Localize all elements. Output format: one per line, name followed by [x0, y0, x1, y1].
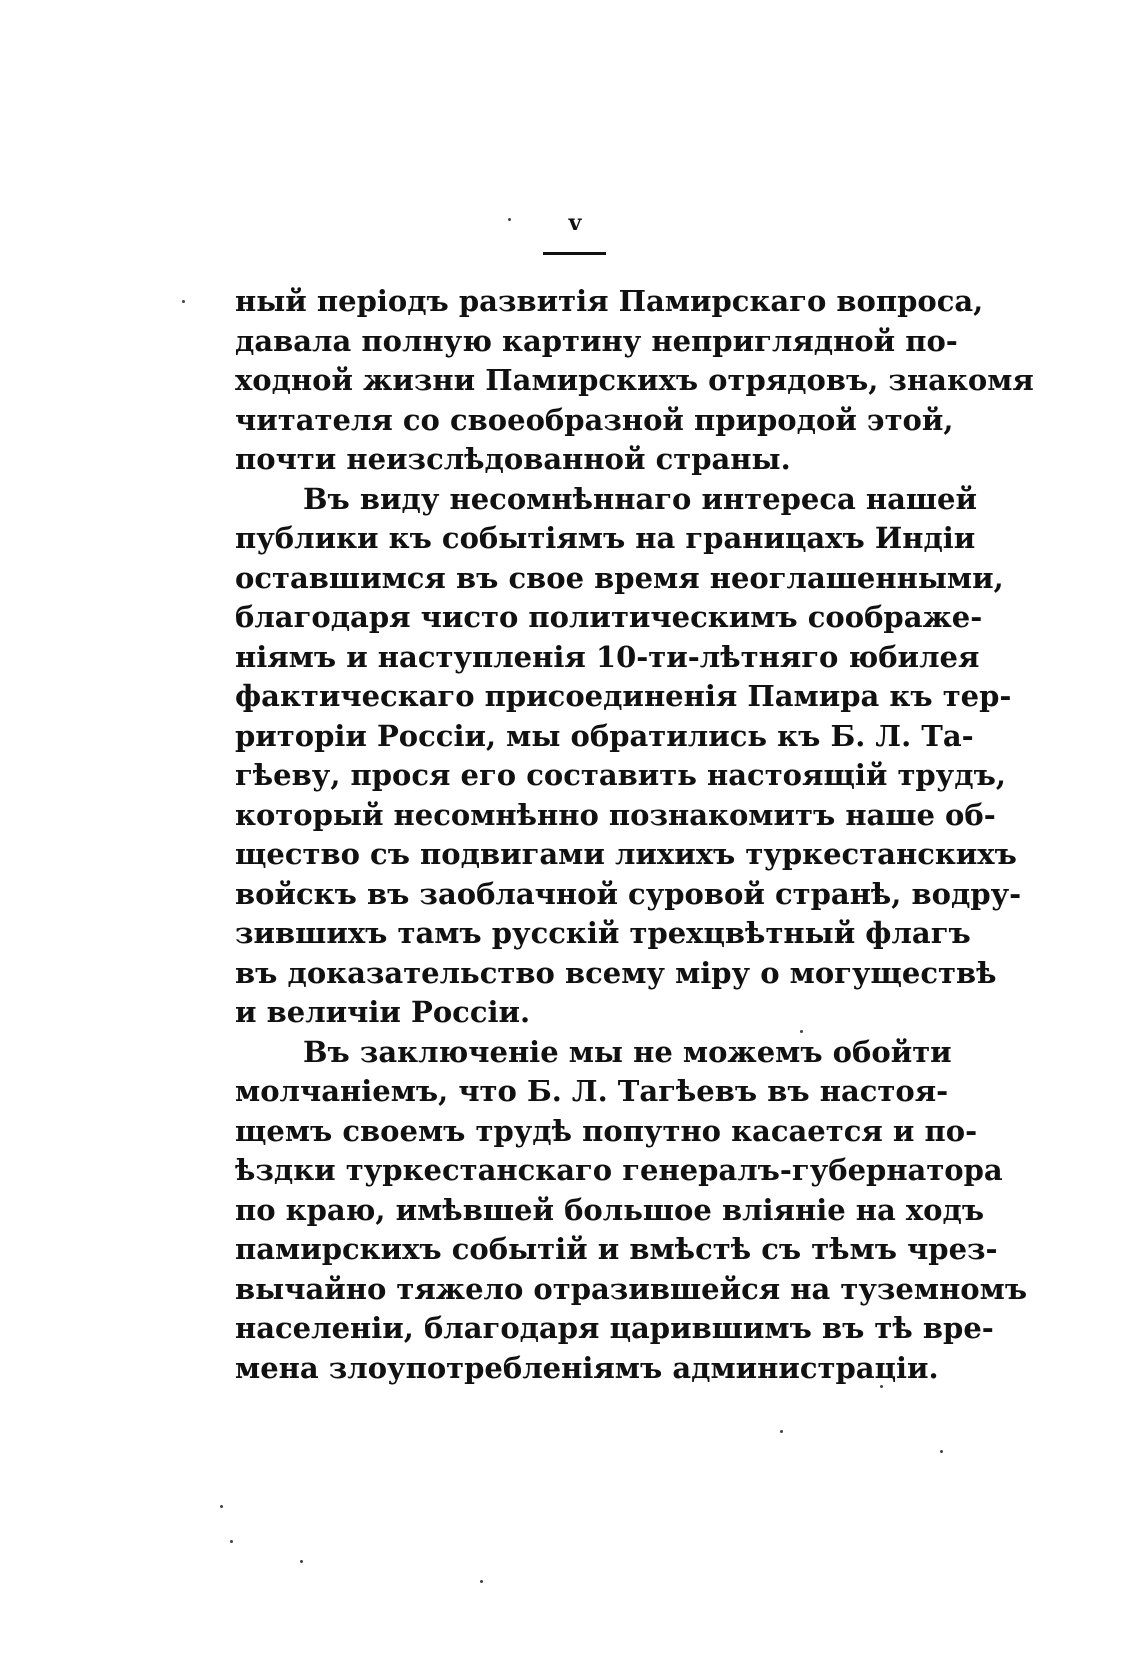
text-line: войскъ въ заоблачной суровой странѣ, водру-	[235, 876, 1022, 911]
paragraph-1	[235, 282, 1034, 480]
text-line: въ доказательство всему міру о могуществѣ	[235, 955, 997, 990]
scan-speck	[182, 300, 185, 303]
text-line: ѣздки туркестанскаго генералъ-губернатора	[235, 1153, 1003, 1187]
text-line: мена злоупотребленіямъ администраціи.	[235, 1350, 939, 1385]
page-number-rule	[543, 252, 606, 255]
text-line: населеніи, благодаря царившимъ въ тѣ вре-	[235, 1311, 994, 1345]
body-text	[235, 282, 1034, 1388]
scan-speck	[780, 1430, 783, 1433]
text-line: по краю, имѣвшей большое вліяніе на ходъ	[235, 1192, 985, 1227]
text-line: который несомнѣнно познакомитъ наше об-	[235, 797, 996, 832]
paragraph-2	[235, 480, 1022, 1033]
text-line: почти неизслѣдованной страны.	[235, 442, 791, 476]
text-line: зившихъ тамъ русскій трехцвѣтный флагъ	[235, 916, 971, 950]
scan-speck	[220, 1505, 223, 1508]
text-line: фактическаго присоединенія Памира къ тер-	[235, 679, 1012, 713]
text-line: ный періодъ развитія Памирскаго вопроса,	[235, 284, 984, 318]
text-line: публики къ событіямъ на границахъ Индіи	[235, 521, 976, 555]
text-line: ходной жизни Памирскихъ отрядовъ, знакомя	[235, 363, 1034, 397]
text-line: памирскихъ событій и вмѣстѣ съ тѣмъ чрез-	[235, 1232, 998, 1266]
text-line: молчаніемъ, что Б. Л. Тагѣевъ въ настоя-	[235, 1074, 949, 1108]
page-number: v	[568, 210, 582, 236]
text-line: ніямъ и наступленія 10-ти-лѣтняго юбилея	[235, 639, 980, 674]
text-line: щество съ подвигами лихихъ туркестанскихъ	[235, 837, 1017, 871]
text-line: оставшимся въ свое время неоглашенными,	[235, 560, 1004, 595]
paragraph-3	[235, 1033, 1028, 1389]
text-line: читателя со своеобразной природой этой,	[235, 402, 954, 437]
text-line: риторіи Россіи, мы обратились къ Б. Л. Та-	[235, 718, 974, 753]
text-line: Въ заключеніе мы не можемъ обойти	[303, 1034, 952, 1069]
text-line: вычайно тяжело отразившейся на туземномъ	[235, 1271, 1028, 1306]
scan-speck	[230, 1540, 233, 1543]
scan-speck	[940, 1450, 943, 1453]
scan-speck	[480, 1580, 483, 1583]
text-line: щемъ своемъ трудѣ попутно касается и по-	[235, 1113, 978, 1148]
scan-speck	[880, 1385, 883, 1388]
text-line: гѣеву, прося его составить настоящій трудъ,	[235, 758, 1006, 792]
scan-speck	[300, 1560, 303, 1563]
text-line: и величіи Россіи.	[235, 995, 531, 1029]
text-line: Въ виду несомнѣннаго интереса нашей	[303, 481, 978, 516]
scan-speck	[508, 218, 511, 221]
text-line: благодаря чисто политическимъ соображе-	[235, 600, 983, 634]
scan-speck	[800, 1030, 803, 1033]
text-line: давала полную картину неприглядной по-	[235, 323, 958, 358]
